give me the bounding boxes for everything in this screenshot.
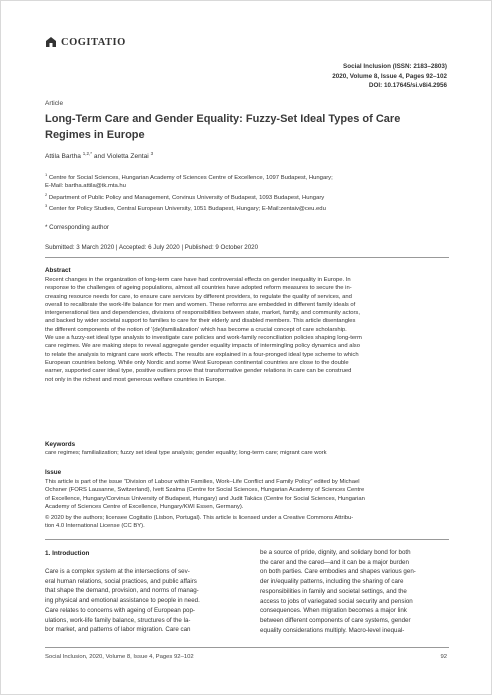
cogitatio-logo-icon <box>45 36 57 48</box>
author-name: Attila Bartha <box>45 153 81 161</box>
page-number: 92 <box>440 654 447 660</box>
author-superscript: 1,2,* <box>82 151 93 156</box>
license-text: © 2020 by the authors; licensee Cogitatio (Lisbon, Portugal). This article is licensed under a Creative Commons Attribu- tion 4.0 International License (CC BY). <box>45 515 354 530</box>
title-line: Regimes in Europe <box>45 128 145 141</box>
issue-text: This article is part of the issue “Division of Labour within Families, Work–Life Conflict and Family Policy” edited by Michael Ochsner (FORS Lausanne, Switzerland), Ivett Szalma (Centre for Social Sciences, Hungarian Academy of Sciences Centre of Excellence, Hungary/Corvinus University of Budapest, Hungary) and Judit Takács (Centre for Social Sciences, Hungarian Academy of Sciences Centre of Excellence, Hungary/KWI Essen, Germany). <box>45 479 365 511</box>
author-name: and Violetta Zentai <box>93 153 149 161</box>
body-column-right: be a source of pride, dignity, and solidary bond for both the carer and the cared—and it can be a major burden on both parties. Care embodies and shapes various gen- der in/equality patterns, including the sharing of care responsibilities in family and societal settings, and the access to jobs of variegated social security and pension consequences. When migration becomes a major link between different components of care systems, gender equality considerations multiply. Macro-level inequal- <box>260 549 416 634</box>
issue-heading: Issue <box>45 469 62 476</box>
abstract-heading: Abstract <box>45 267 71 274</box>
keywords-heading: Keywords <box>45 441 76 448</box>
affiliation-email[interactable]: E-Mail: bartha.attila@tk.mta.hu <box>45 183 126 190</box>
logo-text: COGITATIO <box>61 36 126 48</box>
affiliation-item: $^1$ Centre for Social Sciences, Hungarian Academy of Sciences Centre of Excellence, 1097 Budapest, Hungary; <box>45 172 333 181</box>
article-type: Article <box>45 100 64 107</box>
title-line: Long-Term Care and Gender Equality: Fuzzy-Set Ideal Types of Care <box>45 113 401 125</box>
journal-doi[interactable]: DOI: 10.17645/si.v8i4.2956 <box>368 82 447 89</box>
divider <box>45 539 449 540</box>
publisher-logo <box>45 36 126 48</box>
corresponding-author: * Corresponding author <box>45 224 109 231</box>
article-title <box>45 112 445 143</box>
abstract-text: Recent changes in the organization of long-term care have had controversial effects on gender inequality in Europe. In response to the challenges of ageing populations, almost all countries have adopted reform measures to secure the in- creasing resource needs for care, to ensure care services by different providers, to regulate the quality of services, and overall to recalibrate the work-life balance for men and women. These reforms are embedded in different family ideals of intergenerational ties and dependencies, divisions of responsibilities between state, market, family, and community actors, and backed by wider societal support to families to care for their elderly and disabled members. This article disentangles the different components of the notion of ‘(de)familialization’ which has become a crucial concept of care scholarship. We use a fuzzy-set ideal type analysis to investigate care policies and work-family reconciliation policies shaping long-term care regimes. We are making steps to reveal aggregate gender equality impacts of intermingling policy dynamics and also to relate the analysis to migrant care work effects. The results are explained in a four-pronged ideal type scheme to which European countries belong. While only Nordic and some West European continental countries are close to the double earner, supported carer ideal type, positive outliers prove that transformative gender relations in care can be construed not only in the richest and most generous welfare countries in Europe. <box>45 277 362 383</box>
affiliations <box>45 171 455 214</box>
body-column-left: Care is a complex system at the intersections of sev- eral human relations, social practices, and public affairs that shape the demand, provision, and norms of manag- ing physical and emotional assistance to people in need. Care relates to concerns with ageing of European pop- ulations, work-life family balance, structures of the la- bor market, and patterns of labor migration. Care can <box>45 568 200 634</box>
footer-citation: Social Inclusion, 2020, Volume 8, Issue 4, Pages 92–102 <box>45 654 194 660</box>
publication-dates: Submitted: 3 March 2020 | Accepted: 6 July 2020 | Published: 9 October 2020 <box>45 244 259 251</box>
author-superscript: 3 <box>150 151 154 156</box>
journal-name: Social Inclusion (ISSN: 2183–2803) <box>343 63 447 70</box>
footer-divider <box>45 647 449 648</box>
journal-info <box>332 62 447 91</box>
keywords-text: care regimes; familialization; fuzzy set ideal type analysis; gender equality; long-term care; migrant care work <box>45 450 327 456</box>
divider <box>45 257 449 258</box>
journal-volume: 2020, Volume 8, Issue 4, Pages 92–102 <box>332 72 447 80</box>
author-list <box>45 151 153 160</box>
introduction-heading: 1. Introduction <box>45 550 90 557</box>
affiliation-item: $^3$ Center for Policy Studies, Central European University, 1051 Budapest, Hungary; E-Mail:zentaiv@ceu.edu <box>45 203 326 213</box>
affiliation-item: $^2$ Department of Public Policy and Management, Corvinus University of Budapest, 1093 Budapest, Hungary <box>45 191 325 201</box>
